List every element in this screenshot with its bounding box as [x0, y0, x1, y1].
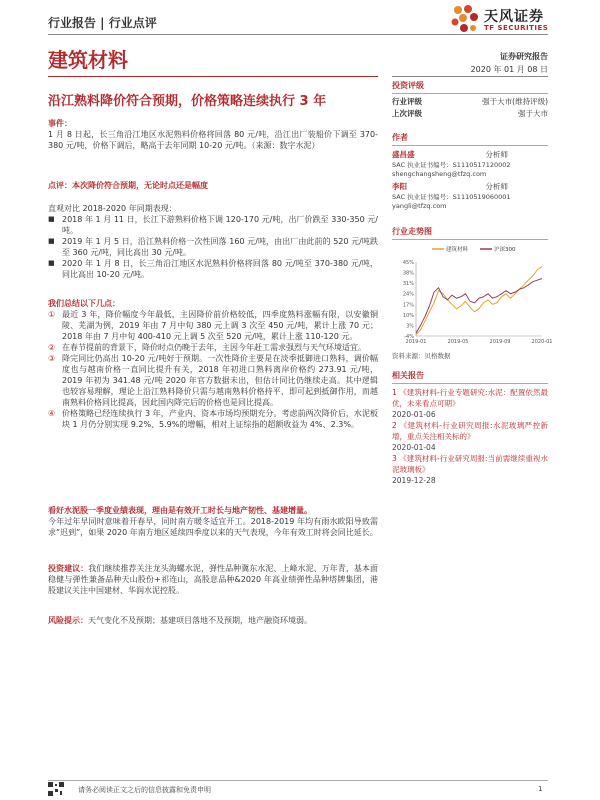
rating-label: 行业评级	[392, 97, 422, 106]
rating-panel	[392, 80, 548, 120]
y-tick-label: 17%	[402, 302, 414, 309]
related-report[interactable]	[392, 453, 548, 486]
risk-text: 天气变化不及预期；基建项目落地不及预期，地产融资环境弱。	[88, 616, 312, 625]
x-tick-label: 2020-01	[531, 339, 553, 345]
analyst-sac: SAC 执业证书编号：S1110519060001	[392, 193, 511, 201]
list-item: ③ 降完同比仍高出 10-20 元/吨好于预期。一次性降价主要是在淡季抵御进口熟料，调价幅度也与越南价格一直同比提升有关，2018 年初进口熟料离岸价格约 273.91 元/吨，2019 年初为 341.48 元/吨 2020 年官方数据未出，但估计同比仍继续走高。其中逻辑也较容易理解，理论上沿江熟料降价只需与越南熟料价格持平，即可起到抵御作用，而越南熟料价格同比提高，因此国内降完后的价格也是同比提高。	[48, 354, 378, 407]
industry-title: 建筑材料	[48, 48, 128, 72]
analyst-card	[392, 181, 548, 211]
report-date: 2020 年 01 月 08 日	[470, 65, 548, 74]
related-report-title[interactable]: 3 《建筑材料-行业研究周报:当前需继续重视水泥玻璃板》	[392, 454, 548, 474]
analyst-email[interactable]: shengchangsheng@tfzq.com	[392, 170, 487, 178]
trend-panel	[392, 226, 553, 361]
y-tick-label: 38%	[402, 270, 414, 277]
summary-heading: 我们总结以下几点：	[48, 299, 120, 308]
analyst-email[interactable]: yangli@tfzq.com	[392, 202, 447, 210]
legend-label: 沪深300	[494, 247, 516, 253]
footer-divider	[48, 780, 548, 781]
trend-heading: 行业走势图	[392, 227, 432, 236]
related-panel	[392, 370, 548, 486]
related-report-title[interactable]: 2 《建筑材料-行业研究周报:水泥玻璃严控新增，重点关注相关标的》	[392, 421, 548, 441]
list-item: ■ 2020 年 1 月 8 日，长三角沿江地区水泥熟料价格将回落 80 元/吨至 370-380 元/吨，同比高出 10-20 元/吨。	[48, 259, 378, 279]
author-heading: 作者	[392, 133, 408, 142]
event-heading: 事件：	[48, 119, 72, 128]
analyst-card	[392, 149, 548, 179]
related-heading: 相关报告	[392, 371, 424, 380]
series-line-沪深300	[416, 279, 542, 333]
y-tick-label: 10%	[402, 312, 414, 319]
report-type: 证券研究报告	[500, 52, 548, 61]
list-item: ■ 2018 年 1 月 11 日，长江下游熟料价格下调 120-170 元/吨，出厂价跌至 330-350 元/吨。	[48, 215, 378, 235]
risk-section	[48, 615, 378, 626]
prev-rating-label: 上次评级	[392, 109, 422, 118]
x-tick-label: 2019-05	[447, 339, 469, 345]
qr-code-icon	[48, 782, 64, 796]
outlook-text: 今年过年早同时意味着开春早，同时南方暖冬适宜开工。2018-2019 年均有雨水欧阳导致需求“迟到”，如果 2020 年南方地区延续四季度以来的天气表现，今年有效工时将会同比延长。	[48, 517, 378, 537]
related-report[interactable]	[392, 420, 548, 453]
legend-label: 建筑材料	[446, 247, 469, 253]
header-divider	[48, 34, 548, 35]
related-report[interactable]	[392, 387, 548, 420]
list-item: ④ 价格策略已经连续执行 3 年，产业内、资本市场均预期充分。考虑前两次降价后，水泥板块 1 月仍分别实现 9.2%、5.9%的增幅，相对上证综指的超额收益为 4%、2.3%。	[48, 409, 378, 429]
event-text: 1 月 8 日起，长三角沿江地区水泥熟料价格将回落 80 元/吨，沿江出厂装船价下调至 370-380 元/吨，价格下调后，略高于去年同期 10-20 元/吨。（来源：数字水泥）	[48, 130, 378, 150]
logo-en: TF SECURITIES	[484, 24, 549, 32]
y-tick-label: 45%	[402, 260, 414, 266]
analyst-name: 李阳	[392, 182, 407, 191]
list-item: ① 最近 3 年，降价幅度今年最低，主因降价前价格较低，四季度熟料涨幅有限，以安徽铜陵、芜湖为例，2019 年由 7 月中旬 380 元上调 3 次至 450 元/吨，累计上涨 70 元；2018 年由 7 月中旬 400-410 元上调 5 次至 520 元/吨，累计上涨 110-120 元。	[48, 310, 378, 341]
event-section	[48, 118, 378, 151]
related-report-title[interactable]: 1 《建筑材料-行业专题研究:水泥：配置依然最优，未来看点可期》	[392, 388, 548, 408]
analyst-role: 分析师	[485, 182, 508, 191]
title-divider	[48, 76, 378, 77]
y-tick-label: 24%	[402, 291, 414, 298]
comment-line	[48, 180, 378, 191]
page-number: 1	[538, 785, 543, 793]
compare-section	[48, 203, 378, 280]
summary-section	[48, 298, 378, 430]
rating-value: 强于大市(维持评级)	[482, 97, 548, 106]
sidebar-divider	[392, 76, 548, 77]
series-line-建筑材料	[416, 267, 542, 335]
compare-heading: 直观对比 2018-2020 年同期表现：	[48, 204, 177, 213]
analyst-sac: SAC 执业证书编号：S1110517120002	[392, 161, 511, 169]
analyst-role: 分析师	[485, 150, 508, 159]
related-report-date: 2020-01-06	[392, 410, 436, 419]
prev-rating-value: 强于大市	[518, 109, 548, 118]
report-title: 沿江熟料降价符合预期，价格策略连续执行 3 年	[48, 94, 327, 109]
rating-heading: 投资评级	[392, 81, 424, 90]
risk-heading: 风险提示：	[48, 616, 88, 625]
list-item: ② 在春节提前的背景下，降价时点仍晚于去年，主因今年赶工需求强烈与天气环境适宜。	[48, 343, 366, 352]
trend-chart	[392, 240, 553, 350]
comment-heading: 点评：本次降价符合预期，无论时点还是幅度	[48, 181, 208, 190]
y-tick-label: 3%	[406, 323, 414, 330]
y-tick-label: -4%	[404, 334, 414, 340]
analyst-name: 盛昌盛	[392, 150, 415, 159]
advice-text: 我们继续推荐关注龙头海螺水泥，弹性品种冀东水泥、上峰水泥、万年青，基本面稳健与弹性兼备品种天山股份+祁连山，高股息品种&2020 年高业绩弹性品种塔牌集团，港股建议关注中国建材、华润水泥控股。	[48, 564, 378, 595]
y-tick-label: 31%	[402, 281, 414, 288]
related-report-date: 2020-01-04	[392, 443, 436, 452]
x-tick-label: 2019-09	[489, 339, 511, 345]
x-tick-label: 2019-01	[405, 339, 427, 345]
logo-name: 天风证券	[484, 9, 544, 25]
disclaimer-text: 请务必阅读正文之后的信息披露和免责申明	[78, 786, 211, 794]
outlook-heading: 看好水泥股一季度业绩表现，理由是有效开工时长与地产韧性、基建增量。	[48, 506, 312, 515]
advice-heading: 投资建议：	[48, 564, 89, 573]
related-report-date: 2019-12-28	[392, 476, 436, 485]
author-panel	[392, 132, 548, 211]
outlook-section	[48, 505, 378, 538]
list-item: ■ 2019 年 1 月 5 日，沿江熟料价格一次性回落 160 元/吨，由出厂由此前的 520 元/吨跌至 360 元/吨，同比高出 30 元/吨。	[48, 237, 378, 257]
report-category: 行业报告 | 行业点评	[48, 16, 157, 30]
tf-logo-icon	[450, 4, 480, 34]
advice-section	[48, 563, 378, 596]
chart-source: 资料来源：贝格数据	[392, 352, 451, 360]
